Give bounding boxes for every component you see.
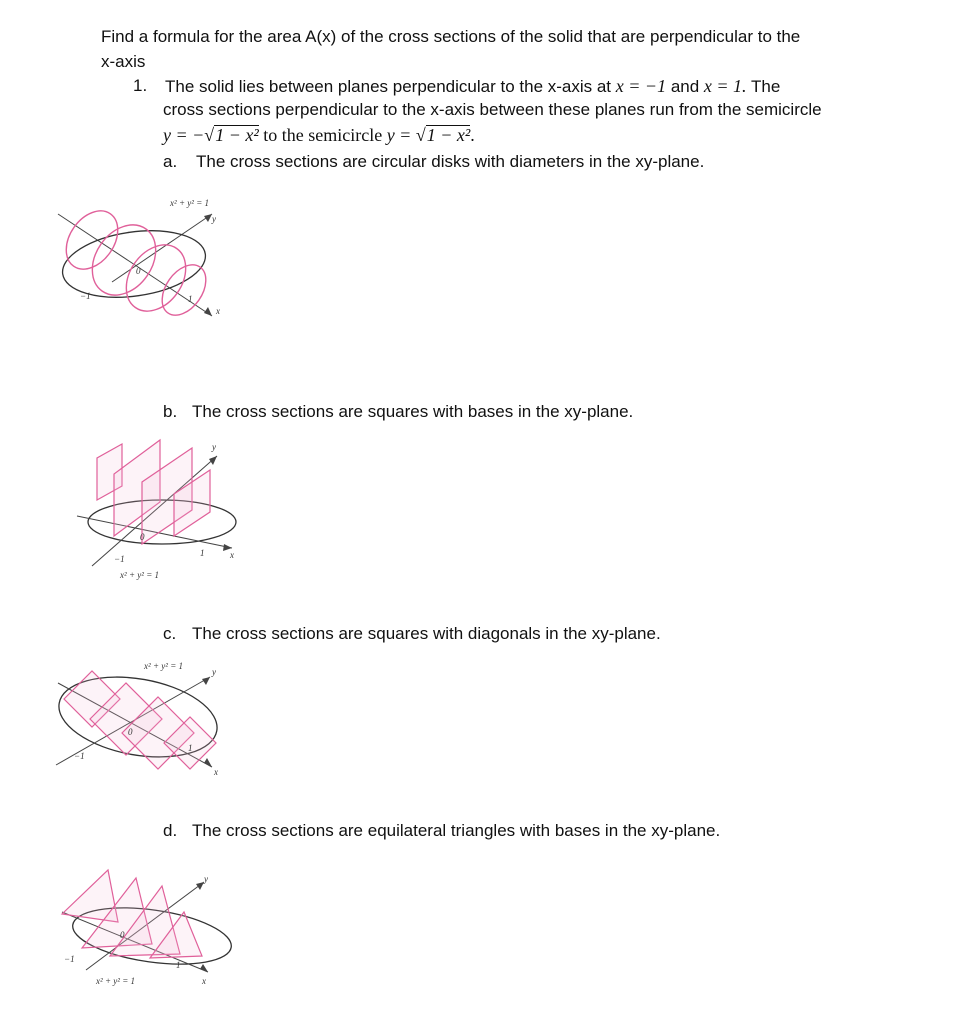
intro-line-1: Find a formula for the area A(x) of the cross sections of the solid that are perpendicular to the [101, 27, 801, 46]
fig-a-neg-one: −1 [80, 291, 91, 301]
fig-a-y-arrow [204, 214, 212, 222]
part-c-label: c. [163, 624, 177, 643]
problem-line-3: y = −√1 − x² to the semicircle y = √1 − x². [163, 125, 475, 145]
fig-d-neg-one: −1 [64, 954, 75, 964]
fig-a-one: 1 [188, 294, 193, 304]
math-period: . [470, 125, 475, 145]
fig-b-neg-one: −1 [114, 554, 125, 564]
fig-b-x-label: x [230, 550, 234, 560]
intro-line-2: x-axis [101, 52, 146, 71]
fig-c-neg-one: −1 [74, 751, 85, 761]
fig-b-zero: 0 [140, 532, 145, 542]
problem-line-1 [165, 75, 780, 98]
fig-d-x-label: x [202, 976, 206, 986]
fig-c-one: 1 [188, 743, 193, 753]
problem-and: and [670, 77, 700, 96]
fig-d-zero: 0 [120, 930, 125, 940]
part-c-text: The cross sections are squares with diagonals in the xy-plane. [192, 624, 661, 643]
problem-text-1a: The solid lies between planes perpendicular to the x-axis at [165, 77, 612, 96]
fig-d-y-label: y [204, 874, 208, 884]
fig-d-circle-label: x² + y² = 1 [96, 976, 136, 986]
fig-a-zero: 0 [136, 266, 141, 276]
fig-b-circle-label: x² + y² = 1 [120, 570, 160, 580]
fig-a-circle-label: x² + y² = 1 [170, 198, 210, 208]
fig-c-y-label: y [212, 667, 216, 677]
part-b-label: b. [163, 402, 178, 421]
problem-number: 1. [133, 76, 148, 95]
math-x-eq-1: x = 1. [703, 76, 747, 96]
problem-to-text: to the semicircle [263, 125, 383, 145]
figure-c [52, 655, 242, 785]
problem-text-1b: The [750, 77, 781, 96]
fig-b-one: 1 [200, 548, 205, 558]
fig-c-zero: 0 [128, 727, 133, 737]
math-y-lower-lhs: y = − [163, 125, 205, 145]
fig-a-x-arrow [204, 307, 212, 316]
fig-c-x-label: x [214, 767, 218, 777]
fig-c-x-arrow [204, 758, 212, 767]
fig-d-one: 1 [176, 960, 181, 970]
math-y-upper-rad: 1 − x² [426, 125, 471, 145]
part-d-label: d. [163, 821, 178, 840]
math-y-lower-rad: 1 − x² [215, 125, 259, 145]
math-x-eq-neg1: x = −1 [615, 76, 667, 96]
fig-a-x-label: x [216, 306, 220, 316]
part-a-text: The cross sections are circular disks with diameters in the xy-plane. [196, 152, 705, 171]
fig-b-y-label: y [212, 442, 216, 452]
fig-b-y-arrow [209, 456, 217, 465]
problem-line-2: cross sections perpendicular to the x-axis between these planes run from the semicircle [163, 100, 822, 119]
part-a-label: a. [163, 152, 178, 171]
part-b-text: The cross sections are squares with bases in the xy-plane. [192, 402, 634, 421]
figure-b [52, 436, 242, 586]
fig-a-y-label: y [212, 214, 216, 224]
part-d-text: The cross sections are equilateral triangles with bases in the xy-plane. [192, 821, 721, 840]
fig-d-y-arrow [196, 882, 204, 890]
fig-c-circle-label: x² + y² = 1 [144, 661, 184, 671]
figure-d [52, 852, 242, 992]
figure-a [52, 192, 242, 342]
fig-a-disk-3 [114, 234, 198, 323]
math-y-upper-lhs: y = [386, 125, 412, 145]
